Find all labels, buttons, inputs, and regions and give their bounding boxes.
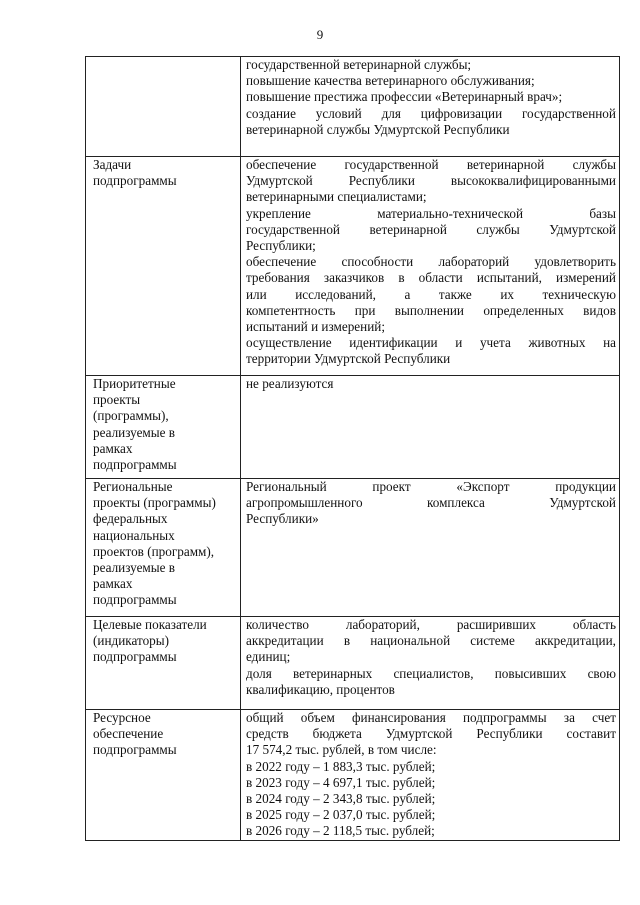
page-number: 9 <box>316 27 324 42</box>
label-line: подпрограммы <box>93 173 177 189</box>
value-line: в 2022 году – 1 883,3 тыс. рублей; <box>246 758 436 774</box>
word: национальной <box>370 633 451 649</box>
word: государственной <box>521 105 616 121</box>
table-row <box>86 157 620 376</box>
word: учета <box>479 335 511 351</box>
word: компетентность <box>246 302 336 318</box>
word: а <box>404 286 411 302</box>
row-label-cell <box>86 157 241 376</box>
word: в <box>343 633 351 649</box>
word: лабораторий <box>438 254 510 270</box>
word: аккредитации <box>246 633 324 649</box>
row-label-cell <box>86 57 241 157</box>
word: аккредитации, <box>535 633 616 649</box>
word: заказчиков <box>323 270 385 286</box>
word: доля <box>246 665 272 681</box>
value-line: в 2025 году – 2 037,0 тыс. рублей; <box>246 807 436 823</box>
value-line: в 2024 году – 2 343,8 тыс. рублей; <box>246 791 436 807</box>
word: государственной <box>344 157 439 172</box>
word: агропромышленного <box>246 495 363 511</box>
word: для <box>381 105 401 121</box>
word: Республики <box>348 173 415 189</box>
word: и <box>455 335 463 351</box>
table-row <box>86 479 620 617</box>
label-line: реализуемые в <box>93 560 176 576</box>
value-line <box>246 710 616 726</box>
word: требования <box>246 270 310 286</box>
table-row <box>86 57 620 157</box>
word: объем <box>300 710 335 725</box>
value-line: единиц; <box>246 649 291 665</box>
label-line: рамках <box>93 440 133 456</box>
row-value-cell <box>241 617 620 710</box>
label-line: проектов (программ), <box>93 543 215 559</box>
word: государственной <box>246 221 340 237</box>
word: повысивших <box>494 665 567 681</box>
word: измерений <box>556 270 616 286</box>
label-line: проекты <box>93 392 141 408</box>
word: удовлетворить <box>534 254 616 270</box>
value-line: ветеринарной службы Удмуртской Республики <box>246 121 510 137</box>
word: идентификации <box>349 335 438 351</box>
program-passport-table <box>85 56 620 841</box>
word: подпрограммы <box>463 710 547 725</box>
word: в <box>398 270 405 286</box>
word: составит <box>566 726 616 742</box>
value-line <box>246 206 616 222</box>
row-label-cell <box>86 376 241 479</box>
row-value-cell <box>241 479 620 617</box>
word: цифровизации <box>420 105 503 121</box>
word: Региональный <box>246 479 327 494</box>
label-line: подпрограммы <box>93 742 177 758</box>
word: расширивших <box>456 617 537 632</box>
value-line <box>246 222 616 238</box>
value-line: испытаний и измерений; <box>246 319 385 335</box>
word: видов <box>583 302 616 318</box>
word: их <box>500 286 514 302</box>
row-label-cell <box>86 710 241 841</box>
word: выполнении <box>394 302 464 318</box>
value-line: квалификацию, процентов <box>246 681 395 697</box>
word: Республики <box>476 726 543 742</box>
value-line: территории Удмуртской Республики <box>246 351 451 367</box>
value-line <box>246 270 616 286</box>
word: осуществление <box>246 335 332 351</box>
value-line: 17 574,2 тыс. рублей, в том числе: <box>246 742 437 758</box>
word: высококвалифицированными <box>450 173 616 189</box>
word: обеспечение <box>246 157 317 172</box>
label-line: (индикаторы) <box>93 633 170 649</box>
value-line: в 2023 году – 4 697,1 тыс. рублей; <box>246 774 436 790</box>
value-line <box>246 617 616 633</box>
value-line <box>246 106 616 122</box>
word: Удмуртской <box>246 173 313 189</box>
value-line: в 2026 году – 2 118,5 тыс. рублей; <box>246 823 435 839</box>
value-line <box>246 335 616 351</box>
table-row <box>86 376 620 479</box>
word: испытаний, <box>476 270 542 286</box>
word: проект <box>372 479 411 494</box>
word: специалистов, <box>393 665 474 681</box>
word: также <box>438 286 472 302</box>
label-line: реализуемые в <box>93 424 176 440</box>
word: определенных <box>483 302 564 318</box>
value-line <box>246 173 616 189</box>
word: области <box>418 270 463 286</box>
row-value-cell <box>241 710 620 841</box>
word: системе <box>470 633 515 649</box>
label-line: Ресурсное <box>93 710 151 725</box>
word: область <box>572 617 616 632</box>
table-row <box>86 710 620 841</box>
word: лабораторий, <box>345 617 420 632</box>
word: комплекса <box>427 495 485 511</box>
word: при <box>354 302 376 318</box>
value-line: ветеринарными специалистами; <box>246 189 427 205</box>
label-line: Задачи <box>93 157 132 172</box>
word: за <box>563 710 575 725</box>
word: укрепление <box>246 205 311 221</box>
label-line: национальных <box>93 527 175 543</box>
word: ветеринарной <box>369 221 447 237</box>
word: бюджета <box>312 726 362 742</box>
table-row <box>86 617 620 710</box>
row-value-cell <box>241 157 620 376</box>
word: ветеринарной <box>466 157 545 172</box>
word: базы <box>589 205 616 221</box>
value-line: Республики» <box>246 511 319 527</box>
row-value-cell <box>241 376 620 479</box>
word: Удмуртской <box>385 726 453 742</box>
label-line: обеспечение <box>93 726 164 742</box>
value-line <box>246 726 616 742</box>
word: количество <box>246 617 309 632</box>
row-label-cell <box>86 617 241 710</box>
row-value-cell <box>241 57 620 157</box>
label-line: подпрограммы <box>93 457 177 473</box>
word: службы <box>572 157 616 172</box>
word: «Экспорт <box>456 479 510 494</box>
word: свою <box>587 665 616 681</box>
label-line: рамках <box>93 576 133 592</box>
word: создание <box>246 105 296 121</box>
label-line: (программы), <box>93 408 169 424</box>
word: счет <box>592 710 616 725</box>
label-line: федеральных <box>93 511 168 527</box>
label-line: Приоритетные <box>93 376 176 391</box>
word: исследований, <box>295 286 376 302</box>
value-line: повышение престижа профессии «Ветеринарный врач»; <box>246 89 563 105</box>
word: животных <box>528 335 586 351</box>
label-line: проекты (программы) <box>93 495 216 511</box>
word: службы <box>476 221 520 237</box>
label-line: подпрограммы <box>93 592 177 608</box>
value-line <box>246 495 616 511</box>
value-line <box>246 287 616 303</box>
value-line: государственной ветеринарной службы; <box>246 57 472 72</box>
row-label-cell <box>86 479 241 617</box>
value-line: не реализуются <box>246 376 334 391</box>
value-line <box>246 303 616 319</box>
word: на <box>603 335 616 351</box>
word: финансирования <box>352 710 446 725</box>
value-line: повышение качества ветеринарного обслуживания; <box>246 73 535 89</box>
label-line: подпрограммы <box>93 649 177 665</box>
value-line <box>246 254 616 270</box>
value-line <box>246 479 616 495</box>
label-line: Целевые показатели <box>93 617 207 632</box>
word: средств <box>246 726 289 742</box>
word: техническую <box>542 286 616 302</box>
word: или <box>246 286 267 302</box>
word: обеспечение <box>246 254 317 270</box>
word: Удмуртской <box>549 495 616 511</box>
label-line: Региональные <box>93 479 173 494</box>
word: общий <box>246 710 284 725</box>
word: продукции <box>555 479 616 494</box>
value-line <box>246 633 616 649</box>
word: ветеринарных <box>292 665 373 681</box>
word: условий <box>315 105 362 121</box>
word: материально-технической <box>377 205 524 221</box>
word: способности <box>341 254 414 270</box>
table-body <box>86 57 620 841</box>
value-line <box>246 666 616 682</box>
value-line <box>246 157 616 173</box>
word: Удмуртской <box>549 221 616 237</box>
value-line: Республики; <box>246 238 316 254</box>
